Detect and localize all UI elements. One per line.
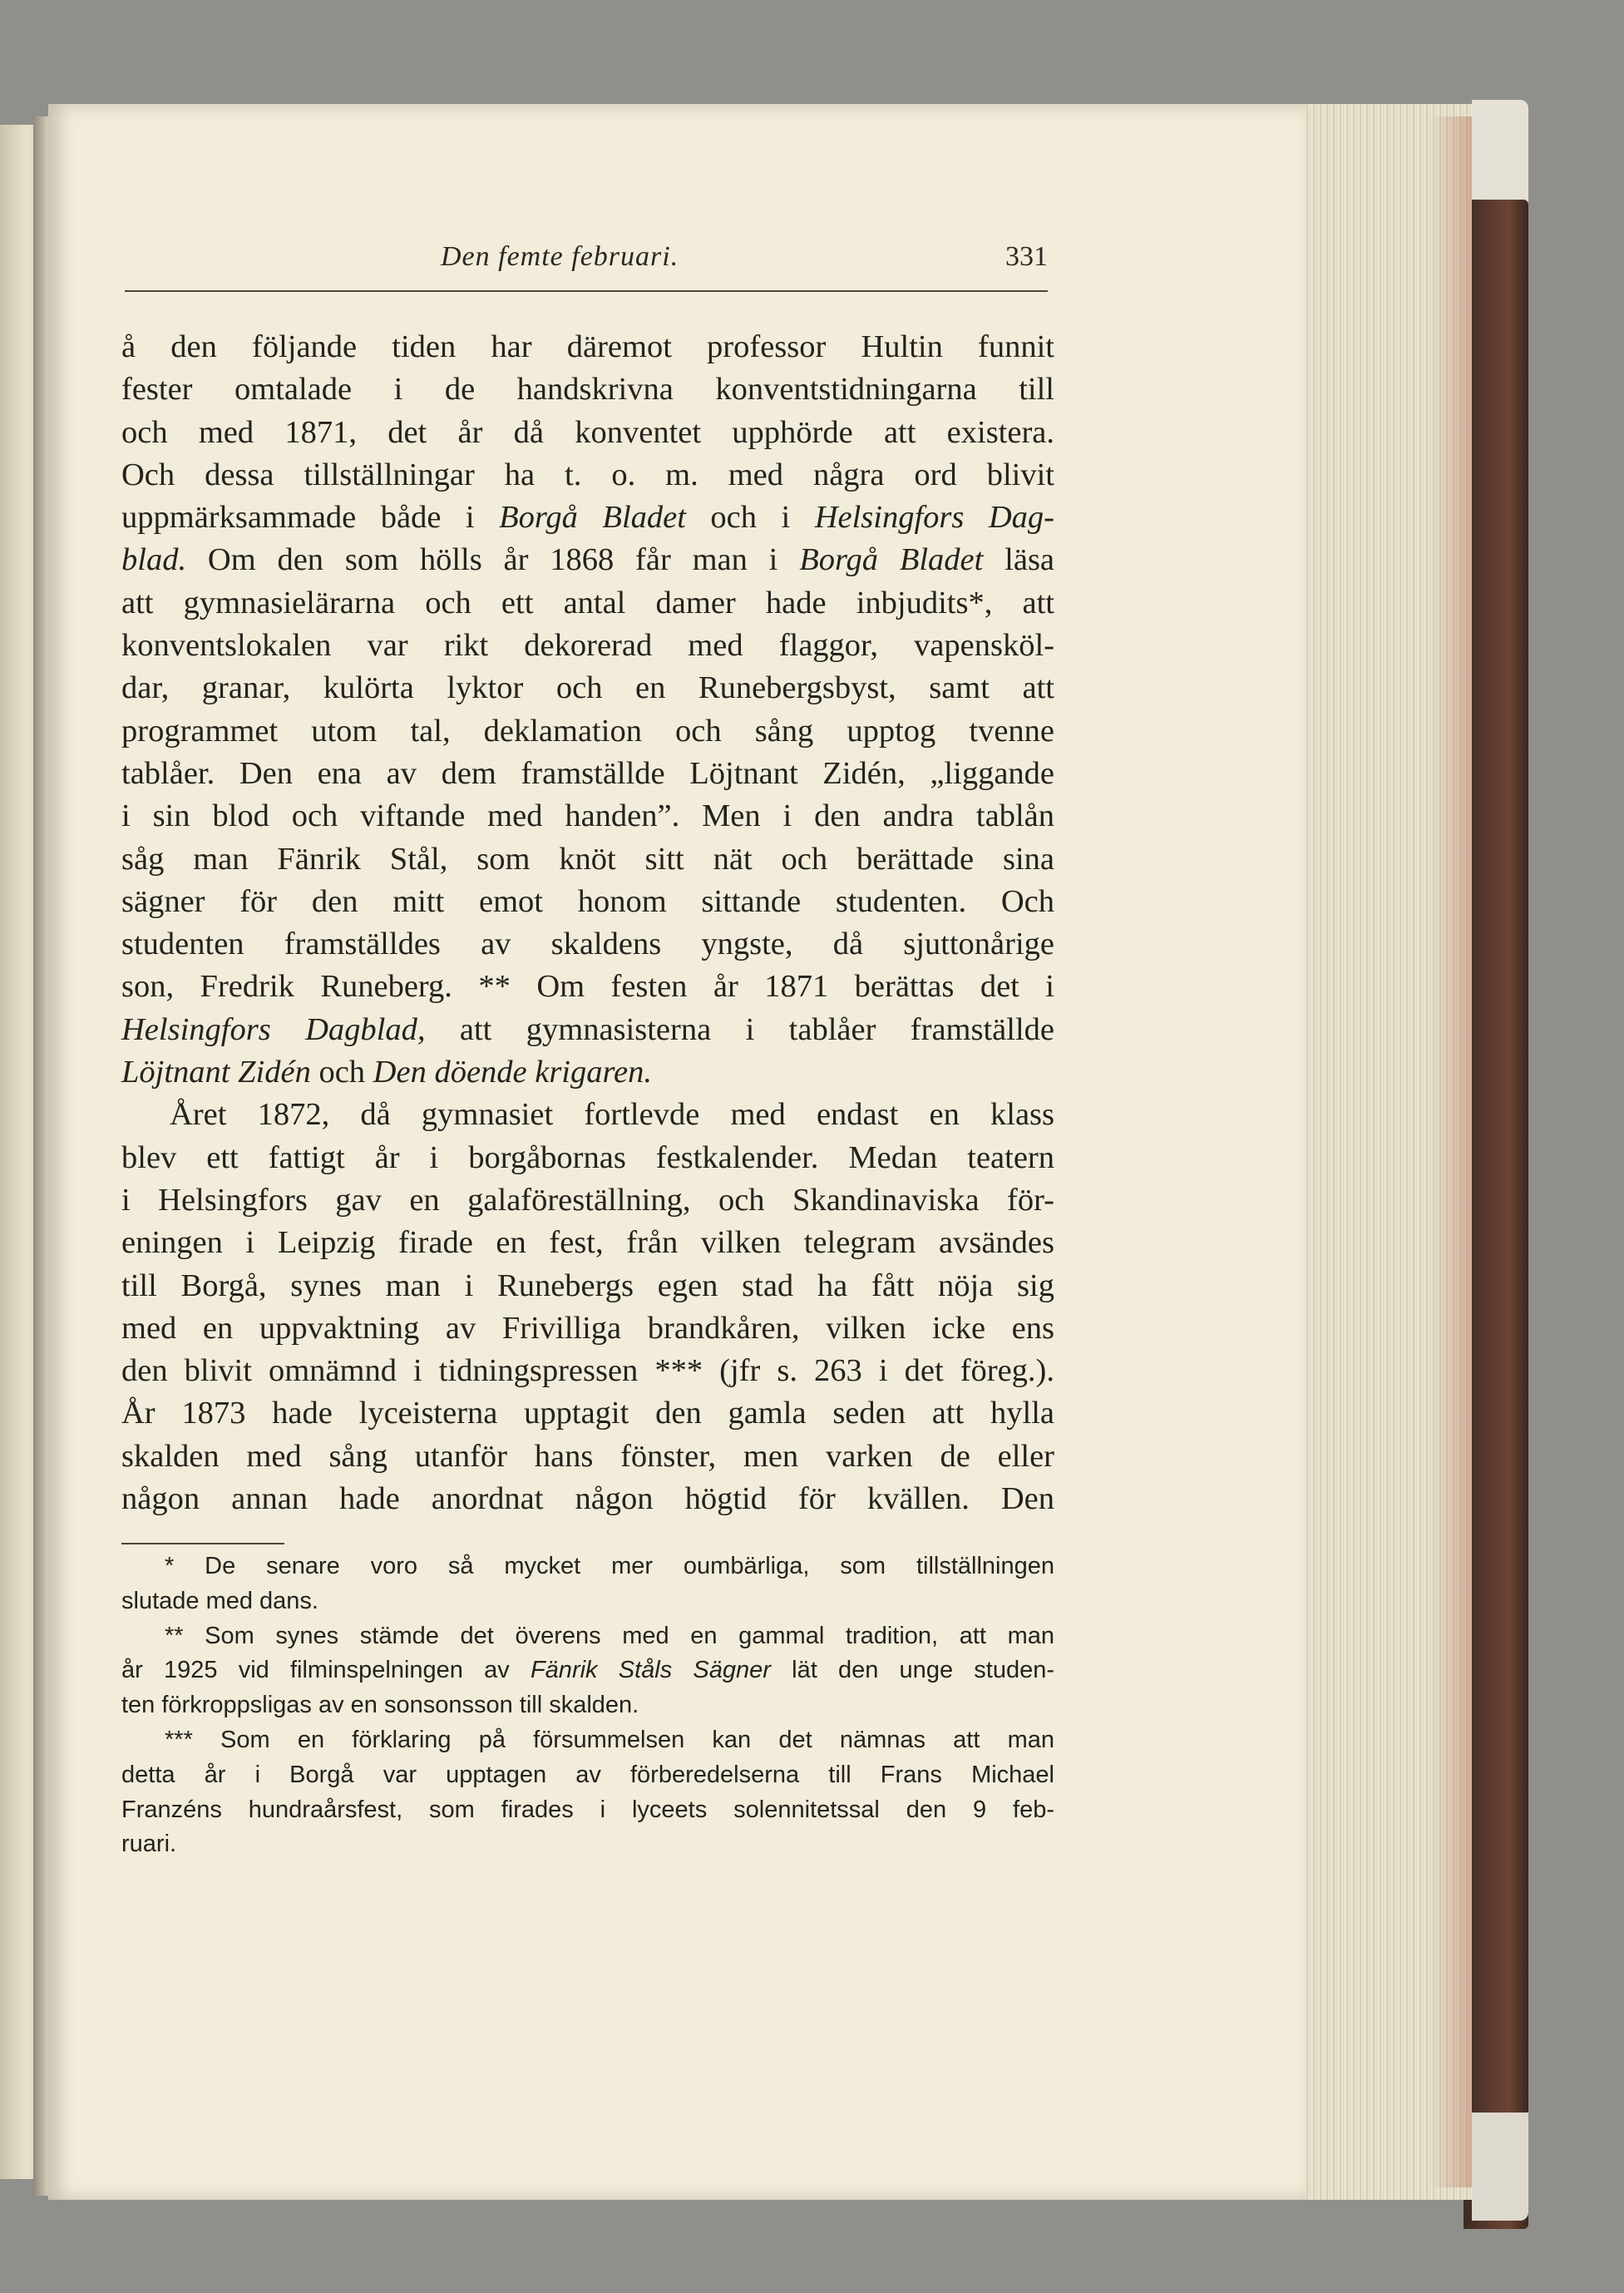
footnote-line — [121, 1653, 1054, 1688]
page-edge-stain — [1430, 116, 1472, 2187]
running-head — [125, 241, 1048, 281]
text-line: År 1873 hade lyceisterna upptagit den gamla seden att hylla — [121, 1396, 1054, 1431]
text-run: och — [310, 1055, 373, 1090]
footnote-rule — [121, 1543, 284, 1544]
text-run: lät den unge studen- — [770, 1657, 1055, 1684]
footnote-line: ** Som synes stämde det överens med en gammal tradition, att man — [165, 1622, 1054, 1649]
running-title: Den femte februari. — [441, 241, 679, 272]
page-number: 331 — [1005, 241, 1048, 272]
italic-title: Löjtnant Zidén — [121, 1055, 311, 1090]
text-line: programmet utom tal, deklamation och sång upptog tvenne — [121, 713, 1054, 749]
text-run: Om den som hölls år 1868 får man i — [186, 542, 800, 578]
text-line: Året 1872, då gymnasiet fortlevde med endast en klass — [170, 1097, 1054, 1133]
cover-corner-top — [1472, 100, 1528, 208]
text-line: son, Fredrik Runeberg. ** Om festen år 1871 berättas det i — [121, 969, 1054, 1005]
text-line — [121, 497, 1054, 539]
footnote-line: Franzéns hundraårsfest, som firades i lyceets solennitetssal den 9 feb- — [121, 1796, 1054, 1823]
text-line: tablåer. Den ena av dem framställde Löjtnant Zidén, „liggande — [121, 755, 1054, 791]
text-line: sägner för den mitt emot honom sittande studenten. Och — [121, 883, 1054, 919]
text-line: såg man Fänrik Stål, som knöt sitt nät och berättade sina — [121, 841, 1054, 877]
footnotes — [121, 1549, 1054, 1862]
text-line: till Borgå, synes man i Runebergs egen stad ha fått nöja sig — [121, 1268, 1054, 1303]
footnote-line: ruari. — [121, 1831, 177, 1858]
text-line — [121, 1009, 1054, 1051]
text-line: å den följande tiden har däremot professor Hultin funnit — [121, 329, 1054, 364]
text-line: dar, granar, kulörta lyktor och en Runebergsbyst, samt att — [121, 670, 1054, 706]
text-line — [121, 1051, 1054, 1094]
text-line: att gymnasielärarna och ett antal damer hade inbjudits*, att — [121, 585, 1054, 620]
text-line: blev ett fattigt år i borgåbornas festkalender. Medan teatern — [121, 1139, 1054, 1175]
text-line: med en uppvaktning av Frivilliga brandkåren, vilken icke ens — [121, 1310, 1054, 1346]
text-line: fester omtalade i de handskrivna konventstidningarna till — [121, 372, 1054, 408]
text-line — [121, 539, 1054, 581]
text-line: någon annan hade anordnat någon högtid för kvällen. Den — [121, 1481, 1054, 1517]
footnote-line: ten förkroppsligas av en sonsonsson till skalden. — [121, 1692, 639, 1719]
italic-title: blad. — [121, 542, 187, 578]
text-run: att gymnasisterna i tablåer framställde — [425, 1011, 1054, 1047]
italic-title: Helsingfors Dag- — [814, 500, 1054, 536]
italic-title: Helsingfors Dagblad, — [121, 1011, 426, 1047]
text-line: den blivit omnämnd i tidningspressen *** (jfr s. 263 i det föreg.). — [121, 1353, 1054, 1389]
text-line: Och dessa tillställningar ha t. o. m. med några ord blivit — [121, 457, 1054, 492]
text-line: studenten framställdes av skaldens yngste, då sjuttonårige — [121, 927, 1054, 962]
cover-corner-bottom — [1472, 2113, 1528, 2221]
footnote-line: detta år i Borgå var upptagen av förberedelserna till Frans Michael — [121, 1761, 1054, 1788]
footnote-line: *** Som en förklaring på försummelsen kan det nämnas att man — [165, 1726, 1054, 1753]
italic-title: Den döende krigaren. — [373, 1055, 653, 1090]
text-line: i Helsingfors gav en galaföreställning, och Skandinaviska för- — [121, 1182, 1054, 1218]
header-rule — [125, 290, 1048, 292]
text-line: skalden med sång utanför hans fönster, men varken de eller — [121, 1438, 1054, 1474]
italic-title: Borgå Bladet — [799, 542, 984, 578]
text-run: uppmärksammade både i — [121, 500, 500, 536]
body-text — [121, 326, 1054, 1520]
italic-title: Fänrik Ståls Sägner — [530, 1657, 771, 1684]
text-line: och med 1871, det år då konventet upphörde att existera. — [121, 414, 1054, 450]
footnote-line: slutade med dans. — [121, 1587, 318, 1614]
book-cover-spine — [1464, 200, 1528, 2229]
footnote-line: * De senare voro så mycket mer oumbärliga, som tillställningen — [165, 1553, 1054, 1579]
text-line: eningen i Leipzig firade en fest, från vilken telegram avsändes — [121, 1225, 1054, 1261]
text-run: läsa — [983, 542, 1055, 578]
text-line: konventslokalen var rikt dekorerad med flaggor, vapensköl- — [121, 628, 1054, 664]
text-run: år 1925 vid filminspelningen av — [121, 1657, 531, 1684]
text-run: och i — [685, 500, 815, 536]
italic-title: Borgå Bladet — [499, 500, 686, 536]
text-line: i sin blod och viftande med handen”. Men i den andra tablån — [121, 798, 1054, 834]
